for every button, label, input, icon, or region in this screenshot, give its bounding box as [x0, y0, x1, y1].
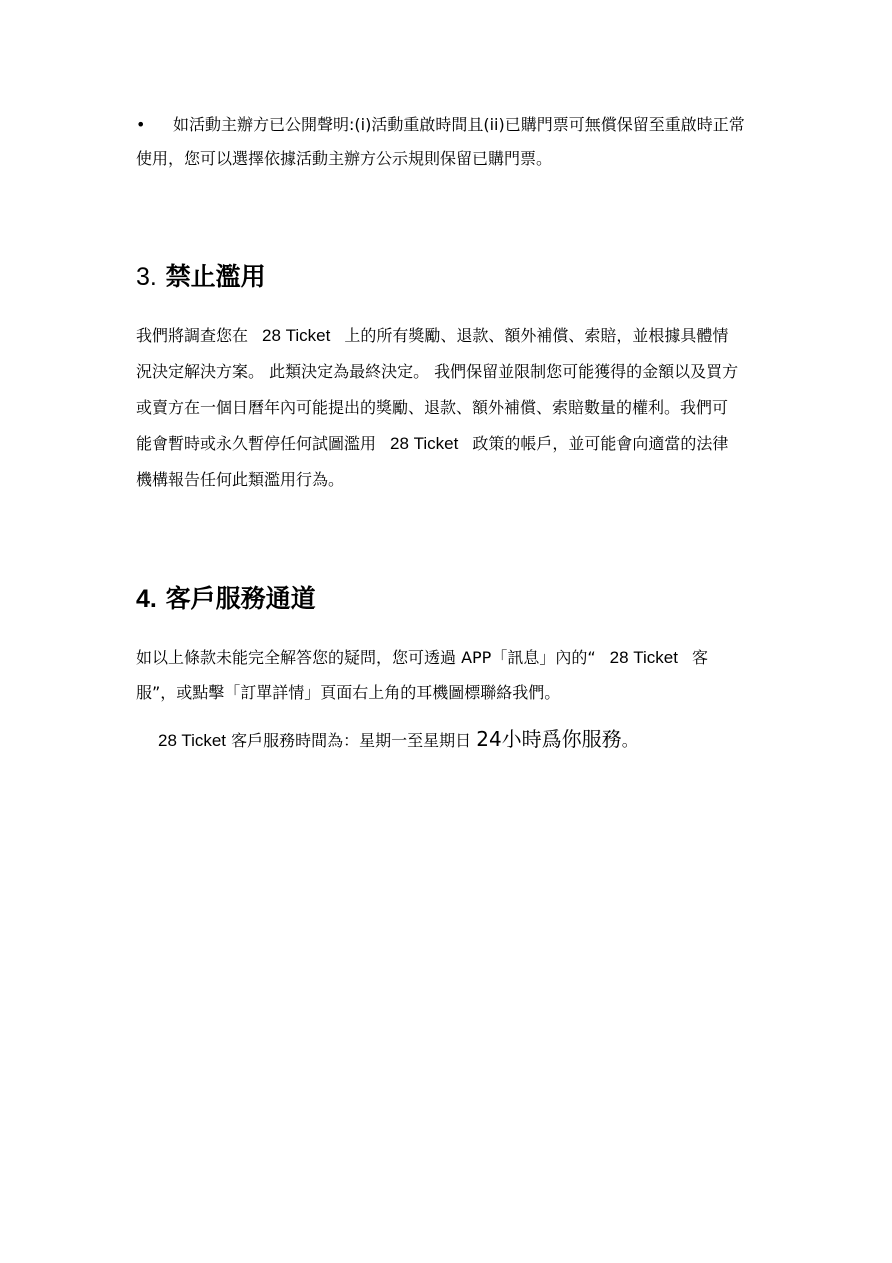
brand-name: 28 Ticket [609, 648, 678, 667]
line-text: 機構報告任何此類濫用行為。 [136, 470, 345, 489]
section-3-line [136, 354, 766, 390]
section-4-heading [136, 583, 316, 615]
line-text: 服”，或點擊「訂單詳情」頁面右上角的耳機圖標聯絡我們。 [136, 683, 561, 702]
line-text: 上的所有獎勵、退款、額外補償、索賠，並根據具體情 [344, 326, 729, 345]
service-hours-highlight: 24小時爲你服務 [476, 727, 622, 751]
section-3-line [136, 462, 766, 498]
bullet-item [136, 108, 766, 176]
line-text: 況決定解決方案。 此類決定為最終決定。 我們保留並限制您可能獲得的金額以及買方 [136, 362, 739, 381]
section-3-heading [136, 261, 266, 293]
line-text: 能會暫時或永久暫停任何試圖濫用 [136, 434, 377, 453]
service-hours-end: 。 [621, 731, 638, 750]
bullet-line-2: 使用，您可以選擇依據活動主辦方公示規則保留已購門票。 [136, 149, 553, 168]
brand-name: 28 Ticket [390, 434, 459, 453]
section-3-title: 禁止濫用 [165, 262, 266, 291]
bullet-text-1: 如活動主辦方已公開聲明:(i)活動重啟時間且(ii)已購門票可無償保留至重啟時正常 [173, 115, 745, 134]
bullet-line-1 [136, 108, 766, 142]
section-3-paragraph [136, 318, 766, 498]
line-text: 如以上條款未能完全解答您的疑問，您可透過 APP「訊息」內的“ [136, 648, 596, 667]
section-4-number: 4. [136, 585, 157, 613]
service-hours-text: 客戶服務時間為：星期一至星期日 [226, 731, 477, 750]
section-3-line [136, 426, 766, 462]
section-4-paragraph [136, 640, 766, 710]
brand-name: 28 Ticket [262, 326, 331, 345]
section-3-number: 3. [136, 263, 157, 291]
service-hours [158, 723, 638, 757]
line-text: 我們將調查您在 [136, 326, 249, 345]
line-text: 或賣方在一個日曆年內可能提出的獎勵、退款、額外補償、索賠數量的權利。我們可 [136, 398, 729, 417]
bullet-marker: • [136, 115, 146, 134]
section-3-line [136, 318, 766, 354]
section-3-line [136, 390, 766, 426]
line-text: 政策的帳戶，並可能會向適當的法律 [472, 434, 729, 453]
section-4-title: 客戶服務通道 [165, 584, 316, 613]
line-text: 客 [691, 648, 708, 667]
section-4-line [136, 640, 766, 675]
brand-name: 28 Ticket [158, 731, 227, 750]
section-4-line [136, 675, 766, 710]
